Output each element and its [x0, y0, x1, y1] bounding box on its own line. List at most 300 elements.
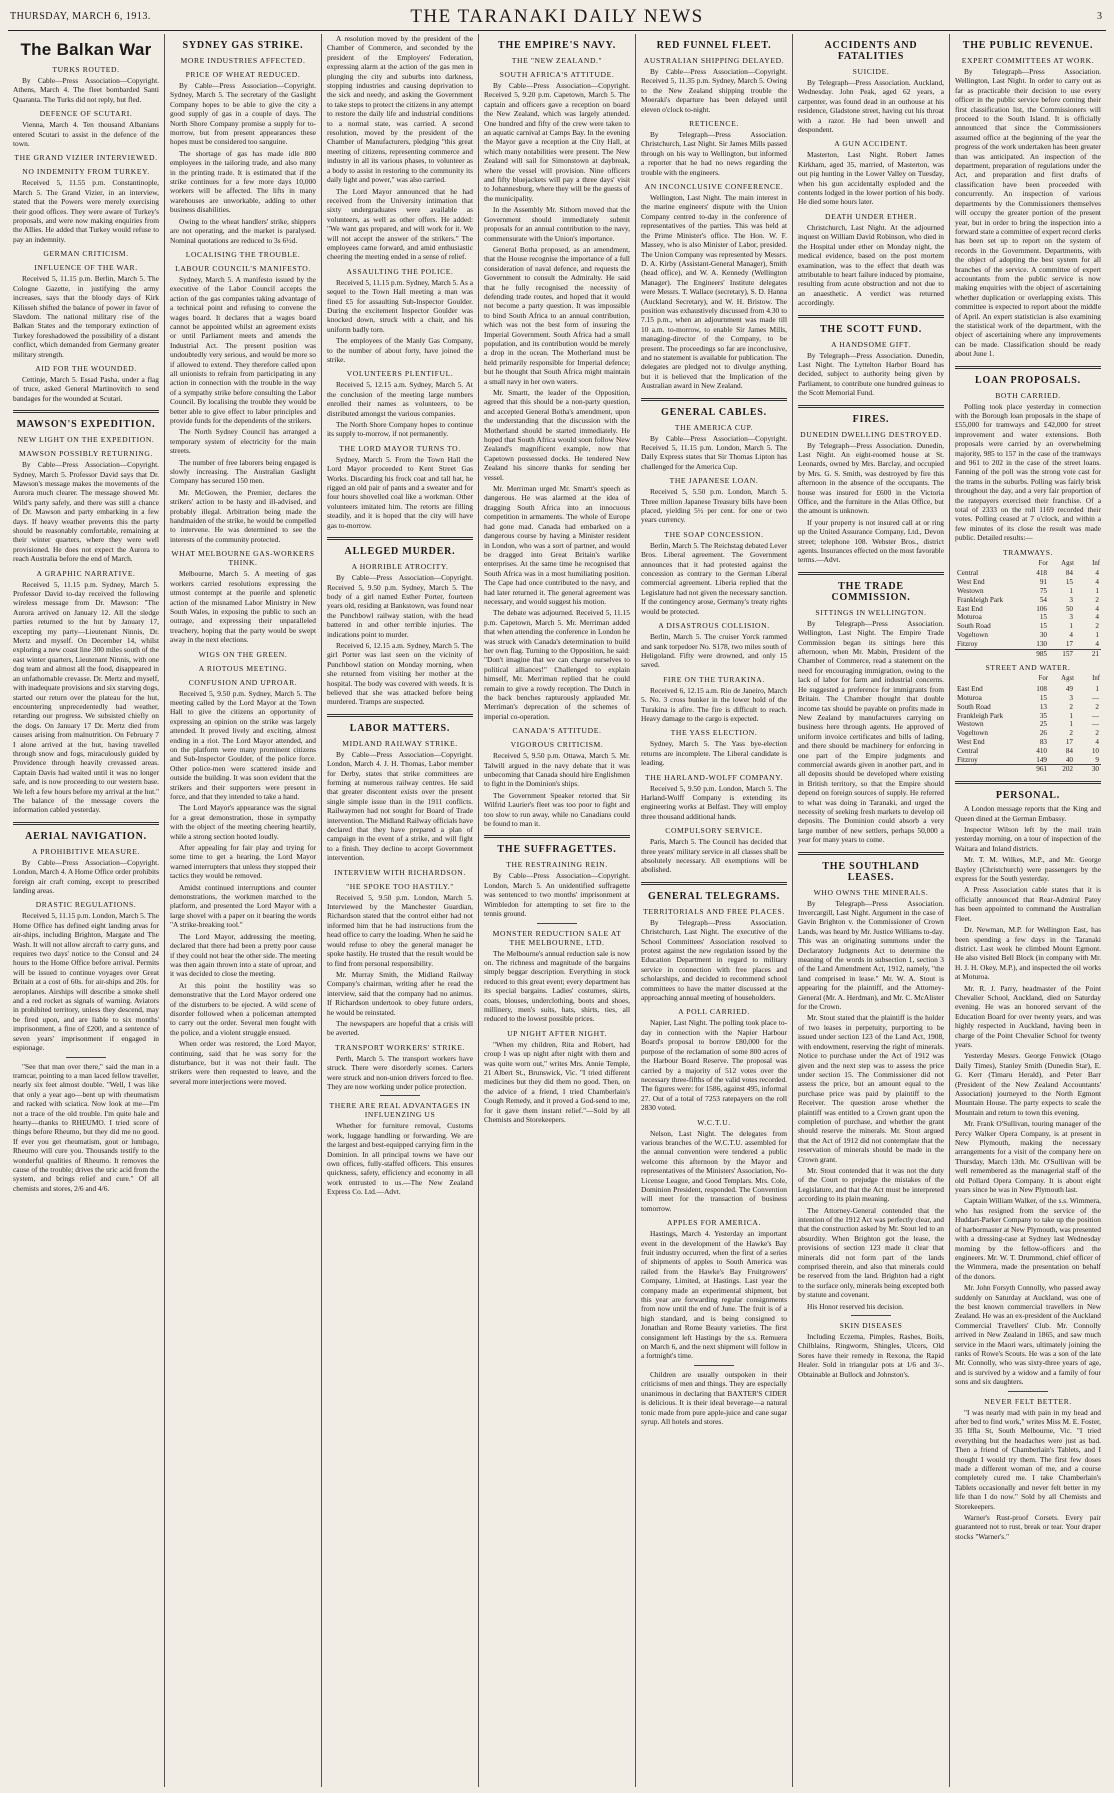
table-cell: 202	[1049, 765, 1075, 774]
divider	[798, 852, 944, 855]
subheading: A HORRIBLE ATROCITY.	[351, 562, 449, 572]
subheading: MORE INDUSTRIES AFFECTED.	[180, 56, 306, 65]
paragraph: Amidst continued interruptions and counter demonstrations, the workmen marched to the platform, and presented the Lord Mayor with a large shovel with a paper on it bearing the words "A strike-breaking tool."	[170, 882, 316, 930]
ward-name: South Road	[957, 622, 991, 631]
subheading: W.C.T.U.	[697, 1117, 731, 1127]
table-row	[955, 640, 1101, 649]
table-row	[955, 738, 1101, 747]
subheading: THE "NEW ZEALAND."	[511, 56, 603, 65]
subheading: RETICENCE.	[689, 119, 739, 129]
paragraph: Sydney, March 5. A manifesto issued by the executive of the Labor Council accepts the action of the gas companies taking advantage of a technical point and refusing to convene the wages board. It declares that a wages board cannot be appointed whilst an agreement exists or until Parliament meets and amends the Industrial Act. The present position was undoubtedly very serious, and would be more so if allowed to extend. They therefore called upon all unionists to refrain from participating in any action in connection with the trouble in the way of a sympathy strike before consulting the Labor Council. By localising the trouble they would be better able to give effect to labor principles and provide funds for the dependents of the strikers.	[170, 274, 316, 425]
column-header: Inf	[1092, 675, 1100, 683]
column-header: Agst	[1061, 675, 1074, 683]
ward-name: Central	[957, 746, 979, 755]
table-total-row	[955, 765, 1101, 774]
table-total-row	[955, 649, 1101, 658]
table-cell: 1	[1095, 631, 1099, 640]
table-row	[955, 729, 1101, 738]
table-row	[955, 756, 1101, 765]
heading-general-cables: GENERAL CABLES.	[661, 406, 767, 418]
subheading: THE AMERICA CUP.	[674, 422, 754, 432]
paragraph: Received 5, 9.50 p.m. London, March 5. Interviewed by the Manchester Guardian, Richardson stated that the control either had not informed him that he had instructions from the head office to carry the loading. When he said he would refuse to obey the general manager he spoke hastily. He trusted that the result would be to find from personal responsibility.	[327, 892, 473, 968]
subheading: A GRAPHIC NARRATIVE.	[36, 568, 136, 578]
paragraph: Mr. John Forsyth Connolly, who passed away suddenly on Saturday at Auckland, was one of the best known commercial travellers in New Zealand. He was an ex-president of the Auckland Commercial Travellers' Club. Mr. Connolly arrived in New Zealand in 1865, and saw much service in the Maori wars, ultimately joining the ranks of Rowe's Scouts. He was a son of the late Mr. Connolly, who was sixty-three years of age, and is survived by a widow and a family of four sons and six daughters.	[955, 1283, 1101, 1387]
table-row	[955, 587, 1101, 596]
table-cell: 35	[1039, 711, 1047, 720]
paragraph: The Government Speaker retorted that Sir Wilfrid Laurier's fleet was too poor to fight and too slow to run away, while no Canadians could be found to man it.	[484, 790, 630, 829]
paragraph: Received 5, 11.15 p.m. Berlin, March 5. The Cologne Gazette, in justifying the army increases, says that the bloody days of Kirk Kilisseh shifted the balance of power in favor of Slavdom. The national military rise of the Balkan States and the temporary extinction of Turkey foreshadowed the possibility of a distant conflict, which demanded from Germany greater military strength.	[13, 274, 159, 359]
table-cell: 961	[1023, 765, 1049, 774]
table-cell: 84	[1065, 746, 1073, 755]
subheading: THE RESTRAINING REIN.	[506, 860, 608, 870]
table-cell: 149	[1036, 755, 1047, 764]
paragraph: Yesterday Messrs. George Fenwick (Otago Daily Times), Stanley Smith (Dunedin Star), E. G. Kerr (Timaru Herald), and Peter Barr (President of the New Zealand Accountants' Association) journeyed to the North Egmont Mountain House. The party expects to scale the Mountain and return to town this evening.	[955, 1051, 1101, 1117]
subheading: FIRE ON THE TURAKINA.	[663, 674, 765, 684]
paragraph: Dr. Newman, M.P. for Wellington East, has been spending a few days in the Taranaki district. Last week he climbed Mount Egmont. He also visited Bell Block (in company with Mr. H. J. H. Okey, M.P.), and inspected the oil works at Moturoa.	[955, 925, 1101, 982]
paragraph: By Telegraph—Press Association. Dunedin, Last Night. An eight-roomed house at St. Leonards, owned by Mrs. Barclay, and occupied by Mrs. G. S. Smith, was destroyed by fire this afternoon in the absence of the occupants. The house was insured for £600 in the Victoria Office, and the furniture in the Atlas Office, but the amount is unknown.	[798, 440, 944, 516]
subheading: SITTINGS IN WELLINGTON.	[815, 607, 927, 617]
subheading: WHAT MELBOURNE GAS-WORKERS THINK.	[171, 549, 315, 568]
table-cell: 2	[1069, 729, 1073, 738]
paragraph: By Telegraph—Press Association. Wellington, Last Night. In order to carry out as far as practicable their decision to use every officer in the public service before coming their first classification list, the Commissioners will proceed to the South Island. It is officially announced that since the Commissioners assumed office at the beginning of the year the progress of the work undertaken has been greater than was anticipated. An inspection of the department, preparation of regulations under the Act, and preparation and first drafts of classification have been proceeded with concurrently. An inspection of various departments by the Commissioners themselves will occupy the greater portion of the present year, but in order to bring the inspection into a forward state a committee of expert record clerks has been set up to report on the system of records in the Government. Departments, with the object of adopting the best system for all branches of the service. A committee of expert accountants from the public service is now making enquiries with the object of ascertaining whether duplication or overlapping exists. This committee is expected to report about the middle of April. An expert statistician is also examining the statistical work of the department, with the object of ascertaining where any improvements can be made. Classification should be ready about June 1.	[955, 67, 1101, 359]
divider	[955, 781, 1101, 784]
table-row	[955, 613, 1101, 622]
subheading: SOUTH AFRICA'S ATTITUDE.	[499, 70, 615, 79]
paragraph: Paris, March 5. The Council has decided that three years' military service in all classes shall be absolutely necessary. All exemptions will be abolished.	[641, 837, 787, 875]
table-cell: 130	[1036, 639, 1047, 648]
paragraph: The North Shore Company hopes to continue its supply to-morrow, if not permanently.	[327, 420, 473, 439]
advertisement-heading: MONSTER REDUCTION SALE AT THE MELBOURNE, LTD.	[492, 928, 622, 947]
advertisement-heading: UP NIGHT AFTER NIGHT.	[507, 1028, 607, 1038]
table-cell: 2	[1095, 595, 1099, 604]
table-cell: 2	[1095, 729, 1099, 738]
divider	[327, 537, 473, 540]
subheading: A PROHIBITIVE MEASURE.	[32, 846, 140, 856]
paragraph: By Cable—Press Association—Copyright. Received 5, 9.50 p.m. Sydney, March 5. The body of a girl named Esther Porter, fourteen years old, residing at Bankstown, was found near the Punchbowl railway station, with the head battered in and other terrible injuries. The indications point to murder.	[327, 573, 473, 639]
table-cell: 985	[1023, 649, 1049, 658]
subheading: MIDLAND RAILWAY STRIKE.	[342, 738, 458, 748]
paragraph: The North Sydney Council has arranged a temporary system of electricity for the main streets.	[170, 427, 316, 456]
paragraph: By Cable—Press Association—Copyright. London, March 4. J. H. Thomas, Labor member for Derby, states that strike committees are forming at numerous railway centres. He said that greater discontent exists over the present single simple issue than in the 1911 conflicts. Railwaymen had not sought for Board of Trade intervention. The Midland Railway officials have declared that they have prepared a plan of campaign in the event of a strike, and will fight to a finish. They decline to accept Government intervention.	[327, 749, 473, 863]
column-header: Inf	[1092, 559, 1100, 567]
paragraph: The newspapers are hopeful that a crisis will be averted.	[327, 1018, 473, 1038]
paragraph: Polling took place yesterday in connection with the Borough loan proposals in the shape of £55,000 for tramways and £42,000 for street improvement and water extensions. Both proposals were carried by an overwhelming majority, 985 to 157 in the case of the tramways and 961 to 202 in the case of the street loans. Fanning of the poll was the strong vote cast for the trams in the suburbs. Polling was fairly brisk throughout the day, and a very fair proportion of the ratepayers exercised their franchise. Of a total of 2333 on the roll 1169 recorded their votes. Polling ceased at 7 o'clock, and within a few minutes of its close the result was made public. Detailed results:—	[955, 401, 1101, 543]
paragraph: Captain William Walker, of the s.s. Wimmera, who has resigned from the service of the Huddart-Parker Company to take up the position of harbormaster at New Plymouth, was presented with a dressing-case at Sydney last Wednesday morning by the fellow-officers and the engineers. Mr. W. T. Drummond, chief officer of the Wimmera, made the presentation on behalf of the donors.	[955, 1196, 1101, 1281]
subheading: A HANDSOME GIFT.	[831, 339, 911, 349]
subheading: TRANSPORT WORKERS' STRIKE.	[335, 1042, 465, 1052]
ward-name: East End	[957, 685, 983, 694]
advertisement-heading: NEVER FELT BETTER.	[984, 1396, 1072, 1406]
subheading: VIGOROUS CRITICISM.	[510, 740, 604, 750]
divider	[641, 882, 787, 885]
paragraph: Received 5, 11.15 p.m. Sydney, March 5. Professor David to-day received the following wireless message from Dr. Mawson: "The Aurora arrived on January 12. All the sledge parties returned to the hut by January 17, excepting my party—Lieutenant Ninnis, Dr. Mertz and myself. On December 14, whilst exploring a new coast line 300 miles south of the east winter quarters, Lieutenant Ninnis, with one dog team and almost all the food, disappeared in an unfathomable crevasse. Dr. Mertz and myself, with inadequate provisions and six starving dogs, started our return over the plateau for the hut, encountering unprecedentedly bad weather, retarding our progress. We subsisted chiefly on the dogs. On January 17 Dr. Mertz died from causes arising from malnutrition. On February 7 I alone arrived at the hut, having travelled through snow and fogs, miraculously guided by Providence through heavily crevassed areas. Captain Davis had waited until it was no longer safe, and is now proceeding to our western base. We left a few hours before my arrival at the hut." The balance of the message covers the information cabled yesterday.	[13, 579, 159, 815]
ward-name: Frankleigh Park	[957, 711, 1004, 720]
subheading: THE SOAP CONCESSION.	[664, 529, 764, 539]
paragraph: In the Assembly Mr. Sithorn moved that the Government should immediately submit proposals for an annual contribution to the navy, commensurate with the Union's importance.	[484, 205, 630, 243]
subheading: APPLES FOR AMERICA.	[667, 1218, 761, 1228]
paragraph: The Attorney-General contended that the intention of the 1912 Act was perfectly clear, and that the construction asked by Mr. Stout led to an absurdity. When Brighton got the lease, the provisions of section 123 made it clear that minerals did not form part of the lands comprised therein, and also that minerals could be reserved from the land. Brighton had a right to the surface only, minerals being excepted both by statute and covenant.	[798, 1205, 944, 1300]
divider	[66, 1057, 106, 1058]
subheading: "HE SPOKE TOO HASTILY."	[346, 881, 454, 891]
subheading: THE LORD MAYOR TURNS TO.	[339, 443, 461, 453]
table-cell: 3	[1069, 595, 1073, 604]
ward-name: Westown	[957, 720, 984, 729]
advertisement: Warner's Rust-proof Corsets. Every pair guaranteed not to rust, break or tear. Your draper stocks "Warner's."	[955, 1513, 1101, 1541]
heading-balkan-war: The Balkan War	[20, 40, 152, 59]
column-1	[8, 34, 165, 1787]
paragraph: Received 5, 5.50 p.m. London, March 5. Three million Japanese Treasury bills have been placed, yielding 5½ per cent. for one or two years currency.	[641, 487, 787, 525]
paragraph: Mr. Smartt, the leader of the Opposition, agreed that this should be a non-party question, and accepted General Botha's amendment, upon the understanding that the discussion with the Motherland should be started immediately. He hoped that South Africa would soon follow New Zealand's magnificent example, now that Capetown possessed docks. He tendered New Zealand his sincere thanks for sending her vessel.	[484, 388, 630, 482]
paragraph: The employees of the Manly Gas Company, to the number of about forty, have joined the strike.	[327, 336, 473, 364]
ward-name: Vogeltown	[957, 729, 989, 738]
heading-accidents: ACCIDENTS AND FATALITIES	[824, 40, 918, 62]
paragraph: Received 5, 12.15 a.m. Sydney, March 5. At the conclusion of the meeting large numbers enrolled their names as volunteers, to be distributed amongst the various companies.	[327, 380, 473, 418]
table-cell: 75	[1039, 587, 1047, 596]
table-cell: 1	[1095, 587, 1099, 596]
table-cell: 1	[1069, 587, 1073, 596]
ward-name: Fitzroy	[957, 639, 978, 648]
table-cell: 21	[1075, 649, 1101, 658]
heading-loan-proposals: LOAN PROPOSALS.	[975, 374, 1081, 386]
ward-name: Moturoa	[957, 694, 982, 703]
paragraph: Vienna, March 4. Ten thousand Albanians entered Scutari to assist in the defence of the town.	[13, 120, 159, 149]
subheading: BOTH CARRIED.	[995, 390, 1061, 400]
paragraph: Owing to the wheat handlers' strike, shippers are not operating, and the market is paralysed. Nominal quotations are reduced to 3s 6½d.	[170, 216, 316, 245]
subheading: AN INCONCLUSIVE CONFERENCE.	[644, 182, 784, 192]
subheading: WIGS ON THE GREEN.	[198, 649, 288, 659]
paragraph: Mr. R. J. Parry, headmaster of the Point Chevalier School, Auckland, died on Saturday evening. He was an honored servant of the Education Board for over twenty years, and was highly respected in Auckland, having been in charge of the Point Chevalier School for twenty years.	[955, 983, 1101, 1049]
table-cell: 4	[1069, 631, 1073, 640]
paragraph: Cettinje, March 5. Essad Pasha, under a flag of truce, asked General Martinovitch to send bandages for the wounded at Scutari.	[13, 374, 159, 403]
subheading: PRICE OF WHEAT REDUCED.	[185, 70, 301, 79]
table-cell: 50	[1065, 604, 1073, 613]
paragraph: By Telegraph—Press Association. Invercargill, Last Night. Argument in the case of Gavin Brighton v. the Commissioner of Crown Lands, was heard by Mr. Justice Williams to-day. This was an originating summons under the Declaratory Judgments Act to determine the meaning of the words in subsection 1, section 3 of the Land Amendment Act, 1912, namely, "the land comprised in lease." Mr. W. A. Stout is appearing for the plaintiff, and the Attorney-General (Mr. A. Herdman), and Mr. C. McAlister for the Crown.	[798, 898, 944, 1012]
heading-gas-strike: SYDNEY GAS STRIKE.	[182, 40, 304, 51]
heading-red-funnel: RED FUNNEL FLEET.	[656, 40, 772, 51]
table-cell: 40	[1065, 755, 1073, 764]
paragraph: By Cable—Press Association—Copyright. Sydney, March 5. Professor David says that Dr. Mawson's message makes the movements of the Aurora much clearer. The message showed Mr. Wild's party safely, and there was still a chance of Dr. Mawson and party embarking in a few days. If heavy weather prevents this the party should be reasonably comfortable, remaining at their winter quarters, where they were well provisioned. He does not expect the Aurora to reach Australia before the end of March.	[13, 460, 159, 564]
table-cell: 10	[1091, 746, 1099, 755]
paragraph: The Lord Mayor's appearance was the signal for a great demonstration, those in sympathy with the object of the meeting cheering heartily, while a strong section hooted loudly.	[170, 803, 316, 841]
subheading: A RIOTOUS MEETING.	[198, 663, 288, 673]
table-cell: 15	[1039, 694, 1047, 703]
paragraph: Mr. Stout contended that it was not the duty of the Court to prejudge the mistakes of the Legislature, and that the Act must be interpreted according to its plain meaning.	[798, 1165, 944, 1204]
paragraph: Nelson, Last Night. The delegates from various branches of the W.C.T.U. assembled for the annual convention were tendered a public welcome this afternoon by the Mayor and representatives of the Ministers' Association, No-License League, and Good Templars. Mrs. Cole, Dominion President, responded. The Convention will meet for the transaction of business tomorrow.	[641, 1128, 787, 1213]
table-row	[955, 694, 1101, 703]
columns	[8, 34, 1106, 1787]
paragraph: By Telegraph—Press Association. Christchurch, Last Night. The executive of the School Committees' Association resolved to protest against the new regulation issued by the Education Department in regard to military service in connection with free places and scholarships, and decided to recommend school committees to have the matter discussed at the approaching annual meeting of householders.	[641, 917, 787, 1003]
table-cell: 83	[1039, 738, 1047, 747]
table-cell: 17	[1065, 639, 1073, 648]
subheading: A GUN ACCIDENT.	[834, 139, 908, 149]
subheading: DEFENCE OF SCUTARI.	[39, 109, 133, 119]
tramways-results-table	[955, 559, 1101, 659]
table-cell: 2	[1095, 702, 1099, 711]
ward-name: Central	[957, 569, 979, 578]
subheading: VOLUNTEERS PLENTIFUL.	[346, 369, 454, 379]
subheading: TRAMWAYS.	[1002, 547, 1054, 557]
paragraph: Received 6, 12.15 a.m. Sydney, March 5. The girl Porter was last seen on the vicinity of Punchbowl station on Monday morning, when she returned from visiting her mother at the hospital. The body was covered with weeds. It is believed that she was attacked before being murdered. Tramps are suspected.	[327, 640, 473, 707]
heading-southland-leases: THE SOUTHLAND LEASES.	[822, 860, 920, 883]
table-cell: 49	[1065, 685, 1073, 694]
table-cell: 4	[1095, 738, 1099, 747]
subheading: LABOUR COUNCIL'S MANIFESTO.	[175, 263, 311, 273]
table-cell: 106	[1036, 604, 1047, 613]
paragraph: Berlin, March 5. The Reichstag debated Lever Bros. Liberal agreement. The Government announces that it had protested against the concession as contrary to the German Liberal commercial agreement. Liberia replied that the Legislature had not given the necessary sanction. If the contingency arose, Germany's treaty rights would be protected.	[641, 540, 787, 616]
table-row	[955, 631, 1101, 640]
table-cell: 4	[1095, 569, 1099, 578]
table-cell: 1	[1069, 720, 1073, 729]
divider	[641, 398, 787, 401]
subheading: DUNEDIN DWELLING DESTROYED.	[800, 429, 942, 439]
advertisement-heading: THERE ARE REAL ADVANTAGES IN INFLUENZING US	[329, 1101, 471, 1120]
paragraph: Mr. Stout stated that the plaintiff is the holder of two leases in perpetuity, purporting to be issued under section 123 of the Land Act, 1908, with endowment, reserving the right of minerals. Notice to purchase under the Act of 1912 was given and the next step was to assess the price under section 15. The Commissioner did not assess the price, but an amount equal to the purchase price was paid by plaintiff to the Receiver. The question arose whether the plaintiff was entitled to a Crown grant upon the completion of purchase, and whether the grant should reserve the minerals. Mr. Stout argued that the Act of 1912 did not contemplate that the reservation of minerals should be made in the Crown grant.	[798, 1013, 944, 1164]
divider	[798, 405, 944, 408]
table-cell: 4	[1095, 639, 1099, 648]
paragraph: A Press Association cable states that it is officially announced that Rear-Admiral Patey has been appointed to command the Australian Fleet.	[955, 885, 1101, 923]
subheading: MAWSON POSSIBLY RETURNING.	[19, 449, 153, 459]
subheading: COMPULSORY SERVICE.	[665, 826, 763, 836]
subheading: GERMAN CRITICISM.	[43, 249, 129, 259]
paragraph: A resolution moved by the president of the Chamber of Commerce, and seconded by the president of the Employers' Federation, expressing alarm at the action of the gas men in plunging the city and suburbs into darkness, stopping industries and causing deprivation to the sick and needy, and asking the Government to take steps to protect the citizens in any attempt to restore the daily life and industrial conditions to a normal state, was carried. A second resolution, moved by the president of the Chamber of Manufacturers, pledging "this great meeting of citizens, representing commerce and industry in all its various phases, to volunteer as a body to assist in restoring to the community its daily light and power," was also carried.	[327, 34, 473, 185]
paragraph: By Cable—Press Association—Copyright. London, March 4. A Home Office order prohibits foreign air craft coming, except to prescribed landing areas.	[13, 857, 159, 895]
paragraph: Berlin, March 5. The cruiser Yorck rammed and sank torpedoer No. S178, two miles south of Heligoland. Fifty were drowned, and only 15 saved.	[641, 632, 787, 670]
advertisement: If your property is not insured call at or ring up the United Assurance Company, Ltd., Devon street; telephone 108. Webster Bros., district agents. Insurances effected on the most favorable terms.—Advt.	[798, 517, 944, 565]
subheading: AUSTRALIAN SHIPPING DELAYED.	[643, 56, 785, 65]
table-cell: 1	[1095, 685, 1099, 694]
advertisement: Including Eczema, Pimples, Rashes, Boils, Chilblains, Ringworm, Shingles, Ulcers, Old Sores have their remedy in Rexona, the Rapid Healer. Sold in triangular pots at 1/6 and 3/-. Obtainable at Bullock and Johnston's.	[798, 1332, 944, 1379]
paragraph: Inspector Wilson left by the mail train yesterday morning, on a tour of inspection of the Waitara and Inland districts.	[955, 825, 1101, 853]
subheading: NEW LIGHT ON THE EXPEDITION.	[17, 435, 155, 445]
column-2	[165, 34, 322, 1787]
paragraph: Received 6, 12.15 a.m. Rio de Janeiro, March 5. No. 3 cross bunker in the lower hold of the Turakina is afire. The fire is difficult to reach. Heavy damage to the cargo is expected.	[641, 685, 787, 723]
paragraph: The debate was adjourned. Received 5, 11.15 p.m. Capetown, March 5. Mr. Merriman added that when attending the conference in London he was struck with Canada's determination to build her own flag. Turning to the Opposition, he said: "Don't imagine that we can charge ourselves to political alliances!" Challenged to explain himself, Mr. Merriman replied that he could remain to give a rowdy reception. The Dutch in the back benches rapturously applauded Mr. Merriman's deprecation of the schemes of imperial co-operation.	[484, 608, 630, 721]
subheading: SUICIDE.	[852, 67, 890, 76]
ward-name: Frankleigh Park	[957, 595, 1004, 604]
subheading: TURKS ROUTED.	[52, 65, 120, 74]
page-number: 3	[1097, 11, 1102, 22]
paragraph: Melbourne, March 5. A meeting of gas workers carried resolutions expressing the utmost contempt at the puerile and splenetic action of the misnamed Labor Ministry in New South Wales, in exposing the public to such an outrage, and expressing their unparalleled treachery, hoping that the party would be swept away in the next elections.	[170, 569, 316, 645]
heading-trade-commission: THE TRADE COMMISSION.	[831, 580, 911, 603]
ward-name: West End	[957, 578, 985, 587]
paragraph: The number of free laborers being engaged is slowly increasing. The Australian Gaslight Company has secured 150 men.	[170, 457, 316, 486]
table-cell: 15	[1039, 622, 1047, 631]
paragraph: By Telegraph—Press Association. Christchurch, Last Night. Sir James Mills passed through on his way to Wellington, but informed a reporter that he had no news regarding the trouble with the engineers.	[641, 130, 787, 177]
table-row	[955, 605, 1101, 614]
advertisement: The Melbourne's annual reduction sale is now on. The richness and magnitude of the bargains simply beggar description. Everything in stock reduced to this great event; every department has its special bargains. Ladies' costumes, skirts, coats, blouses, underclothing, boots and shoes, millinery, men's suits, hats, shirts, ties, all reduced to the lowest possible prices.	[484, 948, 630, 1024]
subheading: INTERVIEW WITH RICHARDSON.	[334, 867, 466, 877]
table-cell: —	[1091, 711, 1099, 720]
divider	[484, 835, 630, 838]
table-cell: 84	[1065, 569, 1073, 578]
table-row	[955, 622, 1101, 631]
paragraph: Mr. T. M. Wilkes, M.P., and Mr. George Bayley (Christchurch) were passengers by the express for the South yesterday.	[955, 855, 1101, 884]
advertisement-heading: SKIN DISEASES	[839, 1321, 903, 1331]
column-6	[793, 34, 950, 1787]
paragraph: By Telegraph—Press Association. Wellington, Last Night. The Empire Trade Commission began its sittings here this afternoon, when Mr. Mabin, President of the Chamber of Commerce, read a statement on the need for encouraging immigration, owing to the lack of labor for farm and industrial concerns. He suggested a preference for immigrants from Britain. The Chamber thought that double income tax should be payable on profits made in New Zealand by manufacturers carrying on business here through agents. He approved of uniform invoice certificates and bills of lading, and there should be machinery for enforcing in one part of the Empire judgments and commercial awards given in another part, and in all deposits should be developed where existing in British territory, so that the Empire should depend on foreign sources of supply. He referred to what was doing in Taranaki, and urged the necessity of seeking fresh markets to develop oil deposits. The Dominion could absorb a very large number of new settlers, perhaps 50,000 a year for many years to come.	[798, 618, 944, 845]
table-row	[955, 569, 1101, 578]
table-cell: 54	[1039, 595, 1047, 604]
table-cell: 15	[1039, 613, 1047, 622]
paragraph: Received 5, 11.15 p.m. Sydney, March 5. As a sequel to the Town Hall meeting a man was fined £5 for assaulting Sub-Inspector Goulder. During the excitement Inspector Goulder was knocked down, struck with a chair, and his uniform badly torn.	[327, 277, 473, 334]
table-row	[955, 685, 1101, 694]
column-4	[479, 34, 636, 1787]
column-7	[950, 34, 1106, 1787]
paragraph: His Honor reserved his decision.	[807, 1301, 904, 1311]
paragraph: By Cable—Press Association—Copyright. Athens, March 4. The fleet bombarded Santi Quaranta. The Turks did not reply, but fled.	[13, 76, 159, 104]
heading-empire-navy: THE EMPIRE'S NAVY.	[497, 40, 617, 51]
table-row	[955, 578, 1101, 587]
table-cell: 3	[1069, 694, 1073, 703]
advertisement: "When my children, Rita and Robert, had croup I was up night after night with them and was quite worn out," writes Mrs. Annie Temple, 21 Albert St., Brunswick, Vic. "I tried different medicines but they did them no good. Then, on the advice of a friend, I tried Chamberlain's Cough Remedy, and it proved a God-send to me, for it gave them instant relief."—Sold by all Chemists and Storekeepers.	[484, 1039, 630, 1124]
table-row	[955, 596, 1101, 605]
subheading: CANADA'S ATTITUDE.	[512, 726, 602, 736]
table-row	[955, 720, 1101, 729]
table-row	[955, 703, 1101, 712]
table-cell: 2	[1069, 702, 1073, 711]
divider	[694, 1365, 734, 1366]
subheading: EXPERT COMMITTEES AT WORK.	[961, 56, 1095, 65]
heading-labor-matters: LABOR MATTERS.	[349, 722, 451, 734]
table-cell: 4	[1095, 604, 1099, 613]
heading-suffragettes: THE SUFFRAGETTES.	[497, 844, 617, 856]
masthead	[8, 6, 1106, 31]
paragraph: Received 5, 9.50 p.m. London, March 5. The Harland-Wolff Company is extending its engineering works at Belfast. They will employ three thousand additional hands.	[641, 783, 787, 821]
table-cell: 4	[1095, 578, 1099, 587]
ward-name: Fitzroy	[957, 755, 978, 764]
table-cell: 108	[1036, 685, 1047, 694]
heading-mawson: MAWSON'S EXPEDITION.	[16, 419, 156, 431]
table-cell: 26	[1039, 729, 1047, 738]
paragraph: Received 5, 9.50 p.m. Sydney, March 5. The meeting called by the Lord Mayor at the Town Hall to give the citizens an opportunity of expressing an opinion on the strike was largely attended. It proved lively and exciting, almost ending in a riot. The Lord Mayor attended, and on the platform were many prominent citizens and Sub-Inspector Goulder, of the police force. Other police-men were scattered inside and outside the building. It was soon evident that the strikers and their supporters were present in force, and that they intended to take a hand.	[170, 688, 316, 801]
table-cell: 25	[1039, 720, 1047, 729]
paragraph: Received 5, 11.55 p.m. Constantinople, March 5. The Grand Vizier, in an interview, stated that the Powers were merely exercising their good offices. They were aware of Turkey's proposals, and were now making enquiries from the Allies. He added that Turkey would refuse to pay an indemnity.	[13, 178, 159, 244]
paragraph: Sydney, March 5. From the Town Hall the Lord Mayor proceeded to Kent Street Gas Works. Discarding his frock coat and tall hat, he rigged an old pair of pants and a sweater and for four hours shovelled coal like a workman. Other volunteers imitated him. The retorts are filling steadily, and it is hoped that the city will have gas to-morrow.	[327, 454, 473, 530]
paragraph: By Telegraph—Press Association. Dunedin, Last Night. The Lyttelton Harbor Board has decided, subject to authority being given by Parliament, to contribute one hundred guineas to the Scott Memorial Fund.	[798, 350, 944, 398]
table-row	[955, 747, 1101, 756]
table-cell: 410	[1036, 746, 1047, 755]
subheading: A POLL CARRIED.	[678, 1007, 750, 1017]
paragraph: The Lord Mayor, addressing the meeting, declared that there had been a pretty poor cause if they could not hear the other side. The meeting was then again thrown into a state of uproar, and it was decided to close the meeting.	[170, 931, 316, 979]
paragraph: When order was restored, the Lord Mayor, continuing, said that he was sorry for the disturbance, but it was not their fault. The strikers were then requested to leave, and the several more interjections were moved.	[170, 1039, 316, 1086]
heading-general-telegrams: GENERAL TELEGRAMS.	[647, 890, 781, 902]
subheading: THE JAPANESE LOAN.	[669, 476, 759, 486]
ward-name: Westown	[957, 587, 984, 596]
paragraph: By Cable—Press Association—Copyright. Received 5, 11.35 p.m. Sydney, March 5. Owing to the New Zealand shipping trouble the Moeraki's departure has been delayed until eleven o'clock to-night.	[641, 67, 787, 114]
advertisement: Whether for furniture removal, Customs work, luggage handling or forwarding. We are the largest and best-equipped carrying firm in the Dominion. In all principal towns we have our own offices, fully-staffed officers. This ensures quickness, safety, efficiency and economy in all work entrusted to us.—The New Zealand Express Co. Ltd.—Advt.	[327, 1121, 473, 1197]
column-header: Agst	[1061, 559, 1074, 567]
subheading: TERRITORIALS AND FREE PLACES.	[643, 906, 785, 916]
paragraph: Mr. Murray Smith, the Midland Railway Company's chairman, writing after he read the interview, said that the company had no animus. If Richardson undertook to obey future orders, he would be reinstated.	[327, 969, 473, 1017]
heading-personal: PERSONAL.	[995, 790, 1061, 802]
table-cell: 1	[1069, 622, 1073, 631]
ward-name: Moturoa	[957, 613, 982, 622]
paragraph: Mr. Frank O'Sullivan, touring manager of the Percy Walker Opera Company, is at present in New Plymouth, making the necessary arrangements for a visit of the company here on Thursday, March 13th. Mr. O'Sullivan will be well remembered as the managerial staff of the old Pollard Opera Company. It is about eight years since he was in New Plymouth last.	[955, 1119, 1101, 1195]
divider	[955, 366, 1101, 369]
paragraph: By Cable—Press Association—Copyright. Received 5, 11.15 p.m. London, March 5. The Daily Express states that Sir Thomas Lipton has challenged for the America Cup.	[641, 433, 787, 471]
paragraph: Sydney, March 5. The Yass bye-election returns are incomplete. The Liberal candidate is leading.	[641, 739, 787, 768]
paragraph: Received 5, 11.15 p.m. London, March 5. The Home Office has defined eight landing areas for air-ships, including Brighton, Margate and The Wash. It will not allow aircraft to carry guns, and requires two days' notice to the Consul and 24 hours to the Home Office before arrival. Permits will be issued to continue voyages over Great Britain at a cost of 60s. for air-ships and 20s. for aeroplanes. Airships will describe a smoke shell and a red rocket as signals of warning. Aviators in prohibited territory, unless they descend, may be fired upon, and are liable to six months' imprisonment, a fine of £200, and a sentence of seven years' imprisonment if engaged in espionage.	[13, 911, 159, 1053]
ward-name: South Road	[957, 702, 991, 711]
ward-name: West End	[957, 738, 985, 747]
table-cell: 15	[1065, 578, 1073, 587]
table-row	[955, 712, 1101, 721]
table-cell: 9	[1095, 755, 1099, 764]
divider	[851, 1315, 891, 1316]
subheading: ASSAULTING THE POLICE.	[346, 266, 454, 276]
heading-fires: FIRES.	[852, 413, 890, 425]
subheading: DRASTIC REGULATIONS.	[35, 900, 137, 910]
issue-date: THURSDAY, MARCH 6, 1913.	[10, 11, 151, 22]
paragraph: After appealing for fair play and trying for some time to get a hearing, the Lord Mayor warned interrupters that unless they stopped their tactics they would be removed.	[170, 843, 316, 881]
table-cell: —	[1091, 694, 1099, 703]
subheading: AID FOR THE WOUNDED.	[35, 363, 137, 373]
paragraph: Masterton, Last Night. Robert James Kirkham, aged 35, married, of Masterton, was out pig hunting in the Lower Valley on Tuesday, when his gun accidentally exploded and the contents lodged in the lower portion of his body. He died some hours later.	[798, 150, 944, 207]
advertisement: "See that man over there," said the man in a tramcar, pointing to a man laced fellow traveller, nearly six feet almost double. "Well, I was like that only a year ago—bent up with rheumatism and racked with sciatica. Now look at me—I'm not a trace of the old trouble. I'm quite hale and hearty—thanks to RHEUMO. I tried score of things before Rheumo, but they did me no good. If ever you get rheumatism, gout or lumbago, Rheumo will cure you. Thousands testify to the wonderful qualities of Rheumo. It removes the cause of the trouble; drives the uric acid from the system, and brings relief and cure." Of all chemists and stores, 2/6 and 4/6.	[13, 1061, 159, 1193]
paragraph: At this point the hostility was so demonstrative that the Lord Mayor ordered one of the disturbers to be ejected. A wild scene of disorder followed when a policeman attempted to carry out the order. Several men fought with the police, and a violent struggle ensued.	[170, 980, 316, 1037]
paragraph: The Lord Mayor announced that he had received from the University intimation that sixty undergraduates were available as volunteers, as well as other offers. He added: "We want gas prepared, and will work for it. We will not accept the answer of the strikers." The employees came forward, and amid enthusiastic cheering the meeting ended in a sense of relief.	[327, 186, 473, 262]
paragraph: Hastings, March 4. Yesterday an important event in the development of the Hawke's Bay fruit industry occurred, when the first of a series of shipments of apples to South America was railed from the Hawke's Bay Fruitgrowers' Company, Limited, at Hastings. Last year the company made an experimental shipment, but this year are forwarding regular consignments from now until the end of June. The fruit is of a high standard, and is being consigned to Jonathan and Rome Beauty varieties. The first consignment left Hastings by the s.s. Remuera on March 6, and the next shipment will follow in a fortnight's time.	[641, 1229, 787, 1361]
paragraph: Mr. McGowen, the Premier, declares the strikers' action to be hasty and ill-advised, and probably illegal. Arbitration being made the handmaiden of the strike, he would be compelled to intervene. He was determined to see the interests of the community protected.	[170, 487, 316, 544]
heading-alleged-murder: ALLEGED MURDER.	[344, 546, 456, 558]
table-cell: —	[1091, 720, 1099, 729]
paragraph: By Cable—Press Association—Copyright. Received 5, 9.20 p.m. Capetown, March 5. The captain and officers gave a reception on board the New Zealand, which was largely attended. One hundred and fifty of the crew were taken to an aquatic carnival at Camps Bay. In the evening the Mayor gave a reception at the City Hall, at which many notabilities were present. The New Zealand will sail for Simonstown at daybreak, where the vessel will provision. Nine officers and fifty bluejackets will pay a three days' visit to Johannesburg, where they will be the guests of the municipality.	[484, 81, 630, 203]
subheading: DEATH UNDER ETHER.	[824, 211, 917, 221]
subheading: CONFUSION AND UPROAR.	[188, 677, 298, 687]
paragraph: Received 5, 9.50 p.m. Ottawa, March 5. Mr. Talwill argued in the navy debate that it was unbecoming that Canada should hire Englishmen to fight in the Dominion's ships.	[484, 751, 630, 789]
newspaper-title: THE TARANAKI DAILY NEWS	[410, 6, 704, 27]
subheading: A DISASTROUS COLLISION.	[658, 621, 770, 631]
subheading: WHO OWNS THE MINERALS.	[813, 887, 929, 897]
street-water-results-table	[955, 674, 1101, 774]
divider	[1008, 1391, 1048, 1392]
divider	[13, 822, 159, 825]
divider	[327, 714, 473, 717]
table-cell: 30	[1075, 765, 1101, 774]
paragraph: Napier, Last Night. The polling took place to-day in connection with the Napier Harbour Board's proposal to borrow £80,000 for the purpose of the reclamation of some 800 acres of the Harbour Board Reserve. The proposal was carried by a majority of 512 votes over the necessary three-fifths of the valid votes recorded. The figures were: for 1586, against 495, informal 27. Out of a total of 7253 ratepayers on the roll 2830 voted.	[641, 1018, 787, 1113]
table-cell: 91	[1039, 578, 1047, 587]
paragraph: A London message reports that the King and Queen dined at the German Embassy.	[955, 804, 1101, 823]
paragraph: Christchurch, Last Night. At the adjourned inquest on William David Robinson, who died in the Hospital under ether on Monday night, the medical evidence, based on the post mortem examination, was to the effect that death was attributable to heart failure induced by ptomaine, resulting from acute obstruction and not due to an anaesthetic. A verdict was returned accordingly.	[798, 222, 944, 308]
divider	[537, 923, 577, 924]
subheading: INFLUENCE OF THE WAR.	[34, 263, 138, 273]
paragraph: Mr. Merriman urged Mr. Smartt's speech as dangerous. He was alarmed at the idea of dragging South Africa into an innocuous competition in armaments. The whole of Europe had gone mad. Canada had embarked on a dangerous course by having a Minister resident in London, who was a sort of partner, and would be dragged into Great Britain's warlike enterprises. At the same time he recognised that South Africa was in a most humiliating position. The Cape had once contributed to the navy, and had later returned it. The general agreement was necessary, and would suggest his motion.	[484, 484, 630, 606]
table-cell: 13	[1039, 702, 1047, 711]
paragraph: Wellington, Last Night. The main interest in the marine engineers' dispute with the Union Company centred to-day in the conference of representatives of the parties. This was held at the Prime Minister's office. The Hon. W. F. Massey, who is also Minister of Labor, presided. The Union Company was represented by Messrs. D. A. Kirby (Assistant-General Manager), Smith (head office), and W. A. Kennedy (Wellington Manager). The Engineers' Institute delegates were Messrs. T. Wallace (secretary), S. D. Hanna (Auckland Secretary), and W. H. Bristow. The position was exhaustively discussed from 4.30 to 7.15 p.m., when an adjournment was made till 10 a.m. to-morrow, to enable Sir James Mills, managing-director of the Company, to be present. The proceedings so far are inconclusive, and no statement is available for publication. The delegates are pledged not to divulge anything, but it is believed that the Implication of the Australian award in New Zealand.	[641, 193, 787, 391]
subheading: THE YASS ELECTION.	[670, 728, 758, 738]
table-cell: 3	[1069, 613, 1073, 622]
column-header: For	[1038, 559, 1048, 567]
advertisement: "I was nearly mad with pain in my head and after bed to find work," writes Miss M. E. Foster, 35 Iffla St, South Melbourne, Vic. "I tried everything but the headaches were just as bad. Then a friend of Chamberlain's Tablets, and I thought I would try them. The first few doses made a different woman of me, and a course completely cured me. I take Chamberlain's Tablets occasionally and never felt better in my life than I do now." Sold by all Chemists and Storekeepers.	[955, 1407, 1101, 1511]
column-3	[322, 34, 479, 1787]
paragraph: General Botha proposed, as an amendment, that the House recognise the importance of a full consideration of naval defence, and requests the Government to consult the Admiralty. He said that he fully recognised the necessity of defending trade routes, and hoped that it would not become a party question. It was impossible to bind South Africa to an annual contribution, which was not the best form of insuring the Imperial Government. South Africa had a small population, and its contribution would be merely a drop in the ocean. The Motherland must be held primarily responsible for Imperial defence; but he thought that South Africa might maintain a small navy in her own waters.	[484, 244, 630, 386]
table-cell: 30	[1039, 631, 1047, 640]
divider	[13, 410, 159, 413]
paragraph: Perth, March 5. The transport workers have struck. There were disorderly scenes. Carters were struck and non-union drivers forced to flee. They are now working under police protection.	[327, 1053, 473, 1091]
table-cell: 4	[1095, 613, 1099, 622]
subheading: STREET AND WATER.	[985, 663, 1071, 673]
column-5	[636, 34, 793, 1787]
heading-aerial: AERIAL NAVIGATION.	[25, 830, 147, 842]
column-header: For	[1038, 675, 1048, 683]
heading-scott-fund: THE SCOTT FUND.	[819, 323, 923, 335]
subheading: THE GRAND VIZIER INTERVIEWED.	[14, 153, 158, 163]
ward-name: East End	[957, 604, 983, 613]
divider	[380, 1095, 420, 1096]
paragraph: By Cable—Press Association—Copyright. Sydney, March 5. The secretary of the Gaslight Company hopes to be able to give the city a good supply of gas in a couple of days. The North Shore Company promise a supply for to-morrow, but from present appearances these hopes must be considered too sanguine.	[170, 81, 316, 147]
divider	[798, 572, 944, 575]
table-cell: 2	[1095, 622, 1099, 631]
